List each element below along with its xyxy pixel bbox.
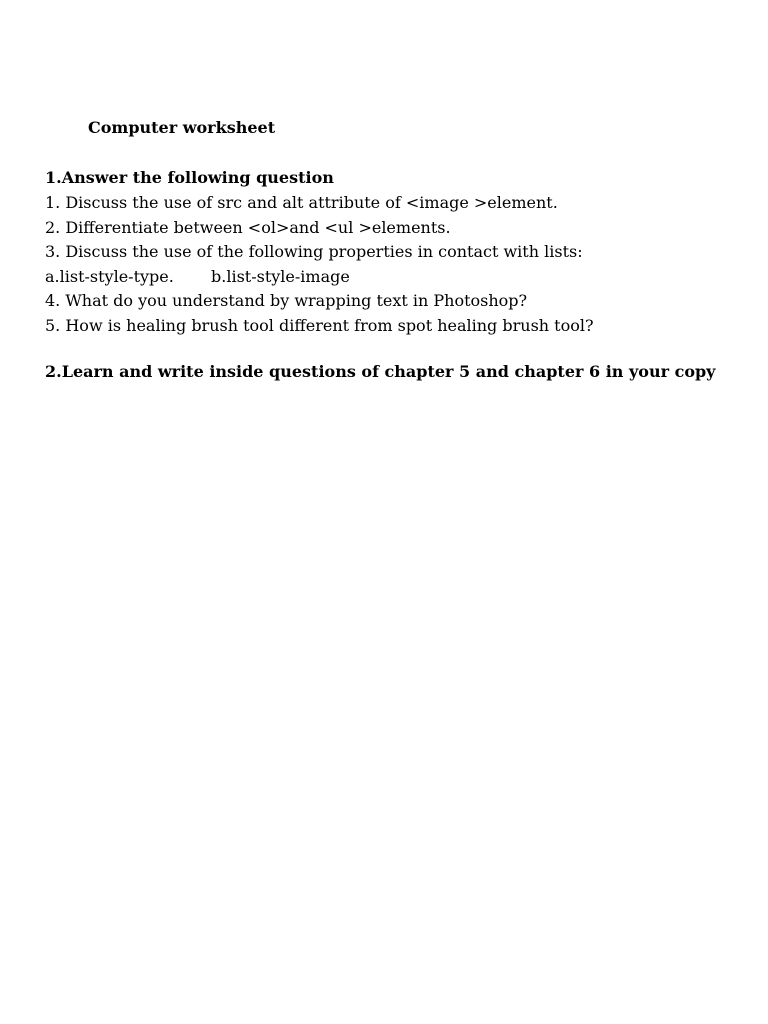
section-answer-questions — [45, 167, 745, 338]
section-learn-and-write — [45, 361, 745, 383]
section-1-heading: 1.Answer the following question — [45, 168, 334, 187]
sub-item-a: a.list-style-type. — [45, 266, 174, 286]
question-3: 3. Discuss the use of the following properties in contact with lists: — [45, 242, 583, 261]
question-4: 4. What do you understand by wrapping text in Photoshop? — [45, 291, 528, 310]
question-3-sub-items — [45, 265, 745, 290]
section-2-heading: 2.Learn and write inside questions of chapter 5 and chapter 6 in your copy — [45, 362, 716, 381]
sub-item-b: b.list-style-image — [211, 266, 350, 286]
worksheet-title: Computer worksheet — [88, 118, 276, 137]
question-list — [45, 191, 745, 338]
question-1: 1. Discuss the use of src and alt attribute of <image >element. — [45, 193, 558, 212]
question-5: 5. How is healing brush tool different from spot healing brush tool? — [45, 315, 594, 335]
question-2: 2. Differentiate between <ol>and <ul >elements. — [45, 217, 451, 237]
